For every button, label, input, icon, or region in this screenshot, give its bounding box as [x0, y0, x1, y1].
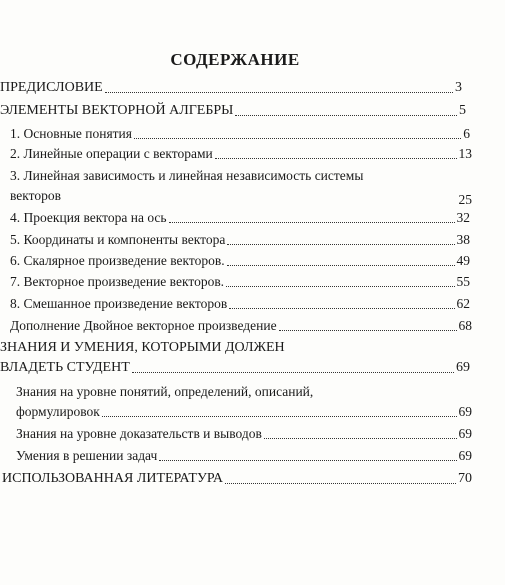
toc-entry — [16, 404, 472, 420]
toc-leader-dots — [132, 371, 454, 373]
toc-leader-dots — [279, 329, 457, 331]
toc-entry-label: 6. Скалярное произведение векторов. — [10, 253, 225, 268]
toc-entry-page: 32 — [456, 210, 470, 225]
toc-entry-page: 6 — [463, 126, 470, 141]
toc-entry-page: 69 — [458, 404, 472, 419]
toc-entry-page: 62 — [456, 296, 470, 311]
toc-entry-label: Дополнение Двойное векторное произведение — [10, 318, 277, 333]
toc-entry — [10, 253, 470, 269]
toc-entry-label: формулировок — [16, 404, 100, 419]
toc-entry-label: 5. Координаты и компоненты вектора — [10, 232, 226, 247]
toc-entry-label: Знания на уровне доказательств и выводов — [16, 426, 262, 441]
toc-entry — [16, 426, 472, 442]
toc-entry-label: ИСПОЛЬЗОВАННАЯ ЛИТЕРАТУРА — [2, 471, 223, 486]
toc-entry-page: 68 — [458, 318, 472, 333]
toc-entry — [10, 210, 470, 226]
toc-entry-page: 5 — [459, 103, 466, 118]
toc-entry-label-line1: Знания на уровне понятий, определений, описаний, — [16, 384, 314, 399]
toc-leader-dots — [227, 264, 455, 266]
toc-leader-dots — [235, 114, 457, 116]
toc-entry-label: 8. Смешанное произведение векторов — [10, 296, 228, 311]
toc-leader-dots — [169, 221, 455, 223]
toc-entry-page: 38 — [456, 232, 470, 247]
toc-entry-label: 2. Линейные операции с векторами — [10, 146, 213, 161]
toc-entry-page: 55 — [456, 274, 470, 289]
toc-entry-label: 1. Основные понятия — [10, 126, 132, 141]
toc-entry-page: 25 — [458, 192, 472, 207]
toc-entry — [10, 318, 472, 334]
toc-entry-label-line1: 3. Линейная зависимость и линейная независимость системы — [10, 168, 364, 183]
toc-entry-page: 49 — [456, 253, 470, 268]
toc-entry-label: векторов — [10, 188, 62, 203]
toc-entry-label: 4. Проекция вектора на ось — [10, 210, 167, 225]
toc-entry — [0, 360, 470, 376]
toc-entry — [10, 126, 470, 142]
toc-entry — [10, 274, 470, 290]
toc-entry-page: 69 — [456, 360, 470, 375]
toc-leader-dots — [215, 157, 457, 159]
toc-entry-page: 13 — [458, 146, 472, 161]
toc-entry-label: ПРЕДИСЛОВИЕ — [0, 80, 103, 95]
toc-leader-dots — [229, 307, 454, 309]
toc-leader-dots — [102, 415, 457, 417]
toc-leader-dots — [226, 285, 454, 287]
toc-title: СОДЕРЖАНИЕ — [170, 50, 300, 69]
toc-entry-page: 3 — [455, 80, 462, 95]
toc-entry-page: 69 — [458, 448, 472, 463]
toc-entry — [0, 80, 462, 96]
toc-entry-label-line1: ЗНАНИЯ И УМЕНИЯ, КОТОРЫМИ ДОЛЖЕН — [0, 340, 285, 355]
toc-leader-dots — [159, 459, 456, 461]
toc-leader-dots — [264, 437, 457, 439]
toc-entry — [0, 103, 466, 119]
toc-entry-page: 69 — [458, 426, 472, 441]
toc-entry — [2, 471, 472, 487]
toc-entry — [10, 232, 470, 248]
toc-entry-label: ЭЛЕМЕНТЫ ВЕКТОРНОЙ АЛГЕБРЫ — [0, 103, 234, 118]
toc-entry — [10, 188, 472, 207]
toc-entry-label: Умения в решении задач — [16, 448, 158, 463]
toc-leader-dots — [134, 137, 461, 139]
toc-entry — [16, 448, 472, 464]
toc-entry — [10, 146, 472, 162]
toc-leader-dots — [227, 243, 454, 245]
toc-leader-dots — [63, 199, 456, 201]
toc-entry-page: 70 — [458, 471, 472, 486]
toc-entry-label: 7. Векторное произведение векторов. — [10, 274, 225, 289]
toc-entry — [10, 296, 470, 312]
toc-leader-dots — [225, 482, 456, 484]
toc-entry-label: ВЛАДЕТЬ СТУДЕНТ — [0, 360, 130, 375]
toc-leader-dots — [105, 91, 453, 93]
